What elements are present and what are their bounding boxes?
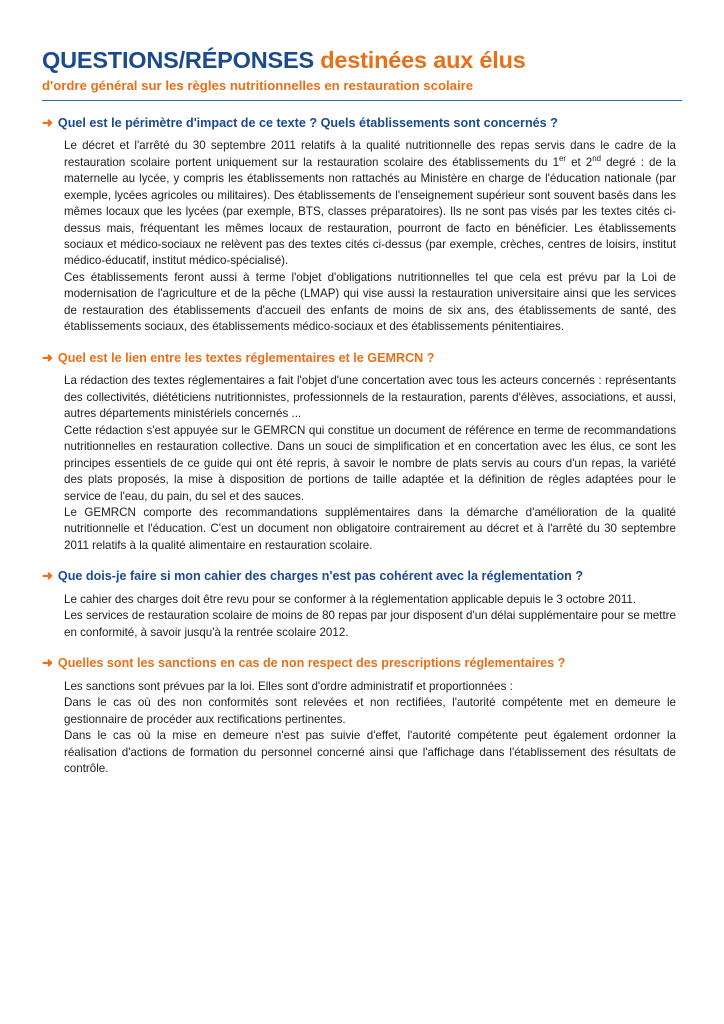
question-heading xyxy=(42,350,682,367)
qa-section-gemrcn xyxy=(42,350,682,555)
answer-paragraph: Le décret et l'arrêté du 30 septembre 2011 relatifs à la qualité nutritionnelle des repas servis dans le cadre de la restauration scolaire portent uniquement sur la restauration scolaire des établissements du 1er et 2nd degré : de la maternelle au lycée, y compris les établissements non rattachés au Ministère en charge de l'éducation nationale (par exemple, lycées agricoles ou militaires). Des établissements de l'enseignement supérieur sont souvent basés dans les mêmes locaux que les lycées (par exemple, BTS, classes préparatoires). Ils ne sont pas visés par les textes cités ci-dessus mais, fréquentant les mêmes locaux de restauration, pourront de facto en bénéficier. Les établissements sociaux et médico-sociaux ne relèvent pas des textes cités ci-dessus (par exemple, crèches, centres de loisirs, institut médico-éducatif, institut médico-spécialisé). xyxy=(64,139,677,268)
answer-paragraph: Les sanctions sont prévues par la loi. Elles sont d'ordre administratif et proportionnées : xyxy=(64,679,513,693)
answer-body xyxy=(64,373,676,554)
question-heading xyxy=(42,655,682,672)
answer-body xyxy=(64,592,676,641)
answer-paragraph: Le cahier des charges doit être revu pour se conformer à la réglementation applicable depuis le 3 octobre 2011. xyxy=(64,592,637,606)
qa-section-sanctions xyxy=(42,655,682,777)
question-text: Que dois-je faire si mon cahier des charges n'est pas cohérent avec la réglementation ? xyxy=(57,569,584,584)
question-heading xyxy=(42,568,682,585)
answer-paragraph: Ces établissements feront aussi à terme l'objet d'obligations nutritionnelles tel que cela est prévu par la Loi de modernisation de l'agriculture et de la pêche (LMAP) qui vise aussi la restauration universitaire ainsi que les services de restauration des établissements d'accueil des enfants de moins de six ans, des établissements de santé, des établissements sociaux, des établissements médico-sociaux et des établissements pénitentiaires. xyxy=(64,270,676,334)
answer-paragraph: Les services de restauration scolaire de moins de 80 repas par jour disposent d'un délai supplémentaire pour se mettre en conformité, à savoir jusqu'à la rentrée scolaire 2012. xyxy=(64,609,676,639)
page-title-secondary: destinées aux élus xyxy=(320,47,526,73)
answer-paragraph: Le GEMRCN comporte des recommandations supplémentaires dans la démarche d'amélioration de la qualité nutritionnelle et l'éducation. C'est un document non obligatoire contrairement au décret et à l'arrêté du 30 septembre 2011 relatifs à la qualité alimentaire en restauration scolaire. xyxy=(64,506,676,552)
arrow-icon: ➜ xyxy=(42,655,53,671)
qa-section-cahier-des-charges xyxy=(42,568,682,641)
page-title-primary: QUESTIONS/RÉPONSES xyxy=(42,47,321,73)
arrow-icon: ➜ xyxy=(42,349,53,365)
answer-body xyxy=(64,138,676,335)
answer-body xyxy=(64,679,676,778)
question-text: Quel est le périmètre d'impact de ce texte ? Quels établissements sont concernés ? xyxy=(57,115,558,130)
page-title xyxy=(42,48,682,74)
arrow-icon: ➜ xyxy=(42,568,53,584)
answer-paragraph: Dans le cas où des non conformités sont relevées et non rectifiées, l'autorité compétente met en demeure le gestionnaire de procéder aux rectifications pertinentes. xyxy=(64,696,676,726)
page-subtitle: d'ordre général sur les règles nutritionnelles en restauration scolaire xyxy=(42,77,474,93)
answer-paragraph: La rédaction des textes réglementaires a fait l'objet d'une concertation avec tous les acteurs concernés : représentants des collectivités, diététiciens nutritionnistes, professionnels de la restauration, parents d'élèves, associations, et aussi, autres départements ministériels concernés ... xyxy=(64,374,676,421)
answer-paragraph: Cette rédaction s'est appuyée sur le GEMRCN qui constitue un document de référence en terme de recommandations nutritionnelles en restauration collective. Dans un souci de simplification et en concertation avec les élus, ce sont les principes essentiels de ce guide qui ont été repris, à savoir le nombre de plats servis au cours d'un repas, la variété des plats proposés, la mise à disposition de portions de taille adaptée et la définition de règles adaptées pour le service de l'eau, du pain, du sel et des sauces. xyxy=(64,423,676,503)
question-heading xyxy=(42,115,682,132)
question-text: Quelles sont les sanctions en cas de non respect des prescriptions réglementaires ? xyxy=(57,656,566,671)
answer-paragraph: Dans le cas où la mise en demeure n'est pas suivie d'effet, l'autorité compétente peut également ordonner la réalisation d'actions de formation du personnel concerné ainsi que l'affichage dans l'établissement des résultats de contrôle. xyxy=(64,729,676,776)
qa-section-perimetre xyxy=(42,115,682,336)
header-divider xyxy=(42,100,682,101)
question-text: Quel est le lien entre les textes réglementaires et le GEMRCN ? xyxy=(57,350,435,365)
arrow-icon: ➜ xyxy=(42,114,53,130)
